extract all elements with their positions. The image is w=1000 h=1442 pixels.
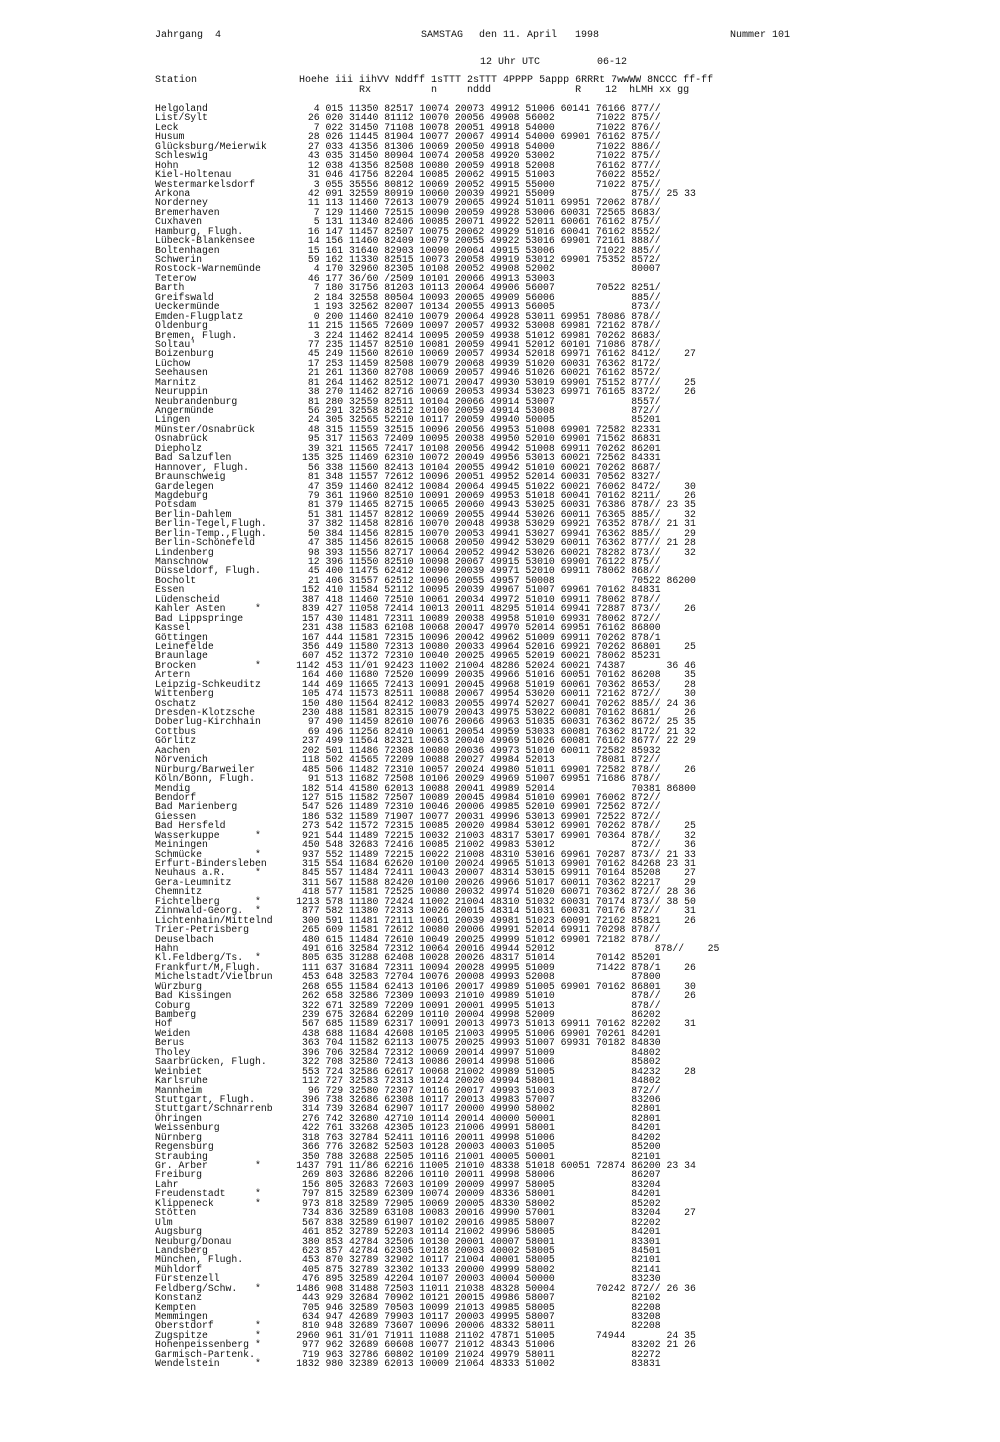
station-row: Fichtelberg * 1213 578 11180 72424 11002 21004 48310 51032 60031 70174 873// 38 50 — [155, 895, 696, 907]
station-row: Hof 567 685 11589 62317 10091 20013 49973 51013 69911 70162 82202 31 — [155, 1018, 696, 1030]
station-row: Ulm 567 838 32589 61907 10102 20016 49985 58007 82202 — [155, 1216, 661, 1228]
station-row: Hahn 491 616 32584 72312 10064 20016 49944 52012 878// 25 — [155, 942, 720, 954]
station-row: Brocken * 1142 453 11/01 92423 11002 21004 48286 52024 60021 74387 36 46 — [155, 659, 696, 671]
station-row: Bremerhaven 7 129 11460 72515 10090 20059 49928 53006 60031 72565 8683/ — [155, 206, 661, 218]
header-year: 1998 — [575, 30, 600, 41]
column-header — [155, 76, 713, 96]
station-row: Zugspitze * 2960 961 31/01 71911 11088 21102 47871 51005 74944 24 35 — [155, 1329, 696, 1341]
station-row: Schwerin 59 162 11330 82515 10073 20058 49919 53012 69901 75352 8572/ — [155, 254, 661, 265]
station-row: Münster/Osnabrück 48 315 11559 32515 10096 20056 49953 51008 69901 72582 82331 — [155, 423, 661, 435]
station-row: Soltau' 77 235 11457 82510 10081 20059 49941 52012 60101 71086 878// — [155, 338, 661, 350]
station-row: Oberstdorf * 810 948 32689 73607 10096 20006 48332 58011 82208 — [155, 1320, 661, 1332]
station-row: Gr. Arber * 1437 791 11/86 62216 11005 21010 48338 51018 60051 72874 86200 23 34 — [155, 1160, 696, 1171]
station-row: Freiburg 269 803 32686 82206 10110 20011 49998 58006 86207 — [155, 1169, 661, 1181]
station-row: Oschatz 150 480 11564 82412 10083 20055 49974 52027 60041 70262 885// 24 36 — [155, 697, 696, 709]
station-row: Berus 363 704 11582 62113 10075 20025 49993 51007 69931 70182 84830 — [155, 1037, 661, 1049]
station-row: Neubrandenburg 81 280 32559 82511 10104 20066 49914 53007 8557/ — [155, 395, 661, 407]
station-row: Fürstenzell 476 895 32589 42204 10107 20003 40004 50000 83230 — [155, 1273, 661, 1285]
station-row: Artern 164 460 11680 72520 10099 20035 49966 51016 60051 70162 86208 35 — [155, 669, 696, 681]
station-row: Karlsruhe 112 727 32583 72313 10124 20020 49994 58001 84802 — [155, 1075, 661, 1087]
station-row: Mendig 182 514 41580 62013 10088 20041 49989 52014 70381 86800 — [155, 782, 696, 794]
station-row: Coburg 322 671 32589 72209 10091 20001 49995 51013 878// — [155, 999, 661, 1011]
station-row: Norderney 11 113 11460 72613 10079 20065 49924 51011 69951 72062 878// — [155, 197, 661, 209]
station-row: Manschnow 12 396 11550 82510 10098 20067 49915 53010 69901 76122 875// — [155, 556, 661, 567]
station-row: Bad Hersfeld 273 542 11572 72315 10085 20020 49984 53012 69901 70262 878// 25 — [155, 820, 696, 832]
station-row: Arkona 42 091 32559 80919 10060 20039 49921 55009 875// 25 33 — [155, 187, 696, 199]
period-label: 06-12 — [597, 57, 628, 68]
station-row: Braunschweig 81 348 11557 72612 10096 20051 49952 52014 60031 70562 8327/ — [155, 471, 661, 483]
station-row: Marnitz 81 264 11462 82512 10071 20047 49930 53019 69901 75152 877// 25 — [155, 376, 696, 388]
station-row: List/Sylt 26 020 31440 81112 10070 20056 49908 56002 71022 875// — [155, 112, 661, 124]
station-row: Mannheim 96 729 32580 72307 10116 20017 49993 51003 872// — [155, 1084, 661, 1096]
header-date: den 11. April — [479, 30, 558, 41]
station-row: Boltenhagen 15 161 31640 82903 10090 20064 49915 53006 71022 885// — [155, 244, 661, 256]
station-row: Teterow 46 177 36/60 /2509 10101 20066 49913 53003 — [155, 272, 555, 284]
station-row: Mühldorf 405 875 32789 32302 10133 20000 49999 58002 82141 — [155, 1263, 661, 1275]
header-day: SAMSTAG — [421, 30, 464, 41]
station-row: Würzburg 268 655 11584 62413 10106 20017 49989 51005 69901 70162 86801 30 — [155, 980, 696, 992]
station-row: Hohn 12 038 41356 82508 10080 20059 49918 52008 76162 877// — [155, 159, 661, 171]
station-row: Weiden 438 688 11684 42608 10105 21003 49995 51006 69901 70261 84201 — [155, 1027, 661, 1039]
station-row: Bad Marienberg 547 526 11489 72310 10046 20006 49985 52010 69901 72562 872// — [155, 801, 661, 813]
station-row: Bendorf 127 515 11582 72507 10089 20045 49984 51010 69901 76062 872// — [155, 791, 661, 803]
station-row: Nürburg/Barweiler 485 506 11482 72310 10057 20024 49980 51011 69901 72582 878// 26 — [155, 763, 696, 775]
station-row: Oldenburg 11 215 11565 72609 10097 20057 49932 53008 69981 72162 878// — [155, 320, 661, 332]
station-row: Konstanz 443 929 32684 70902 10121 20015 49986 58007 82102 — [155, 1292, 661, 1304]
station-row: Memmingen 634 947 42689 79903 10117 20003 49995 58007 83208 — [155, 1311, 661, 1322]
station-row: Boizenburg 45 249 11560 82610 10069 20057 49934 52018 69971 76162 8412/ 27 — [155, 348, 696, 360]
station-row: Emden-Flugplatz 0 200 11460 82410 10079 20064 49928 53011 69951 78086 878// — [155, 310, 661, 322]
station-row: Westermarkelsdorf 3 055 35556 80812 10069 20052 49915 55000 71022 875// — [155, 178, 661, 190]
station-row: Zinnwald-Georg. * 877 582 11380 72313 10026 20015 48314 51031 60031 70176 872// 31 — [155, 905, 696, 917]
column-header-line: Station Hoehe iii iihVV Nddff 1sTTT 2sTTT 4PPPP 5appp 6RRRt 7wwWW 8NCCC ff-ff — [155, 75, 714, 86]
station-row: Kl.Feldberg/Ts. * 805 635 31288 62408 10028 20026 48317 51014 70142 85201 — [155, 952, 661, 964]
station-row: Berlin-Temp.,Flugh. 50 384 11456 82815 10070 20053 49941 53027 69941 76362 885// 29 — [155, 527, 696, 539]
station-row: Lingen 24 305 32565 52210 10117 20059 49940 50005 85201 — [155, 414, 661, 426]
station-row: Stuttgart/Schnarrenb 314 739 32684 62907 10117 20000 49990 58002 82801 — [155, 1103, 661, 1115]
station-row: Bocholt 21 406 31557 62512 10096 20055 49957 50008 70522 86200 — [155, 574, 696, 586]
station-row: Neuburg/Donau 380 853 42784 32506 10130 20001 40007 58001 83301 — [155, 1235, 661, 1247]
station-row: Schleswig 43 035 31450 80904 10074 20058 49920 53002 71022 875// — [155, 150, 661, 162]
station-table — [155, 104, 719, 1369]
station-row: Glücksburg/Meierwik 27 033 41356 81306 10069 20050 49918 54000 71022 886// — [155, 140, 661, 152]
station-row: Köln/Bonn, Flugh. 91 513 11682 72508 10106 20029 49969 51007 69951 71686 878// — [155, 773, 661, 785]
station-row: Braunlage 607 452 11372 72310 10040 20025 49965 52019 60021 78062 85231 — [155, 650, 661, 662]
station-row: Kempten 705 946 32589 70503 10099 21013 49985 58005 82208 — [155, 1301, 661, 1313]
station-row: Lüchow 17 253 11459 82508 10079 20068 49939 51020 60031 76362 8172/ — [155, 357, 661, 369]
station-row: Nürnberg 318 763 32784 52411 10116 20011 49998 51006 84202 — [155, 1131, 661, 1143]
column-header-line: Rx n nddd R 12 hLMH xx gg — [155, 85, 690, 96]
station-row: Meiningen 450 548 32683 72416 10085 21002 49983 53012 872// 36 — [155, 839, 696, 851]
station-row: Göttingen 167 444 11581 72315 10096 20042 49962 51009 69911 70262 878/1 — [155, 631, 661, 643]
station-row: Dresden-Klotzsche 230 488 11581 82315 10079 20043 49975 53022 60081 70162 8681/ 26 — [155, 707, 696, 718]
station-row: Trier-Petrisberg 265 609 11581 72612 10080 20006 49991 52014 69911 70298 878// — [155, 924, 661, 936]
station-row: Erfurt-Bindersleben 315 554 11684 62620 10100 20024 49965 51013 69901 70162 84268 23 31 — [155, 858, 696, 869]
station-row: Feldberg/Schw. * 1486 908 31488 72503 11011 21038 48328 50004 70242 872// 26 36 — [155, 1282, 696, 1294]
station-row: Bad Salzuflen 135 325 11469 62310 10072 20049 49956 53013 60021 72562 84331 — [155, 452, 661, 464]
station-row: Neuruppin 38 270 11462 82716 10069 20053 49934 53023 69971 76165 8372/ 26 — [155, 386, 696, 398]
station-row: Essen 152 410 11584 52112 10095 20039 49967 51007 69961 70162 84831 — [155, 584, 661, 596]
station-row: Berlin-Schönefeld 47 385 11456 82615 10068 20050 49942 53029 60011 76362 877// 21 28 — [155, 537, 696, 549]
station-row: Michelstadt/Vielbrun 453 648 32583 72704 10076 20008 49993 52008 87800 — [155, 971, 661, 983]
station-row: Stötten 734 836 32589 63108 10083 20016 49990 57001 83204 27 — [155, 1207, 696, 1219]
station-row: Kassel 231 438 11583 62108 10068 20047 49970 52014 69951 76162 86800 — [155, 622, 661, 634]
station-row: Schmücke * 937 552 11489 72215 10022 21008 48310 53016 69961 70287 873// 21 33 — [155, 848, 696, 860]
station-row: Deuselbach 480 615 11484 72610 10049 20025 49999 51012 69901 72182 878// — [155, 933, 661, 945]
station-row: Neuhaus a.R. * 845 557 11484 72411 10043 20007 48314 53015 69911 70164 85208 27 — [155, 867, 696, 879]
station-row: Gera-Leumnitz 311 567 11588 82420 10100 20026 49966 51017 60011 70362 82217 29 — [155, 876, 696, 888]
station-row: Kiel-Holtenau 31 046 41756 82204 10085 20062 49915 51003 76022 8552/ — [155, 169, 661, 181]
station-row: Chemnitz 418 577 11581 72525 10080 20032 49974 51020 60071 70362 872// 28 36 — [155, 886, 696, 898]
station-row: Saarbrücken, Flugh. 322 708 32580 72413 10086 20014 49998 51006 85802 — [155, 1056, 661, 1068]
station-row: Hohenpeissenberg * 977 962 32689 60608 10077 21012 48343 51006 83202 21 26 — [155, 1339, 696, 1351]
station-row: Diepholz 39 321 11565 72417 10108 20056 49942 51008 69911 70262 86201 — [155, 442, 661, 454]
station-row: Klippeneck * 973 818 32589 72905 10069 20005 48330 58002 85202 — [155, 1197, 661, 1209]
station-row: Tholey 396 706 32584 72312 10069 20014 49997 51009 84802 — [155, 1046, 661, 1058]
station-row: Lahr 156 805 32683 72603 10109 20009 49997 58005 83204 — [155, 1178, 661, 1190]
station-row: Doberlug-Kirchhain 97 490 11459 82610 10076 20066 49963 51035 60031 76362 8672/ 25 35 — [155, 716, 696, 728]
header-issue: Nummer 101 — [730, 30, 791, 41]
station-row: Berlin-Dahlem 51 381 11457 82812 10069 20055 49944 53026 60011 76365 885// 32 — [155, 508, 696, 520]
station-row: Husum 28 026 11445 81904 10077 20067 49914 54000 69901 76162 875// — [155, 131, 661, 143]
station-row: Nörvenich 118 502 41565 72209 10088 20027 49984 52013 78081 872// — [155, 754, 661, 766]
station-row: Bad Kissingen 262 658 32586 72309 10093 21010 49989 51010 878// 26 — [155, 990, 696, 1002]
station-row: Berlin-Tegel,Flugh. 37 382 11458 82816 10070 20048 49938 53029 69921 76352 878// 21 31 — [155, 518, 696, 530]
station-row: Bad Lippspringe 157 430 11481 72311 10089 20038 49958 51010 69931 78062 872// — [155, 612, 661, 624]
station-row: Cottbus 69 496 11256 82410 10061 20054 49959 53033 60081 76362 8172/ 21 32 — [155, 725, 696, 737]
station-row: Leck 7 022 31450 71108 10078 20051 49918 54000 71022 876// — [155, 121, 661, 133]
station-row: Landsberg 623 857 42784 62305 10128 20003 40002 58005 84501 — [155, 1244, 661, 1256]
station-row: Giessen 186 532 11589 71907 10077 20031 49996 53013 69901 72522 872// — [155, 810, 661, 822]
station-row: Angermünde 56 291 32558 82512 10100 20059 49914 53008 872// — [155, 405, 661, 416]
station-row: Rostock-Warnemünde 4 170 32960 82305 10108 20052 49908 52002 80007 — [155, 263, 661, 275]
station-row: Weinbiet 553 724 32586 62617 10068 21002 49989 51005 84232 28 — [155, 1065, 696, 1077]
station-row: Öhringen 276 742 32680 42710 10114 20014 40000 50001 82801 — [155, 1112, 661, 1124]
station-row: Kahler Asten * 839 427 11058 72414 10013 20011 48295 51014 69941 72887 873// 26 — [155, 603, 696, 615]
station-row: Görlitz 237 499 11564 82321 10063 20040 49969 51026 60081 76162 8677/ 22 29 — [155, 735, 696, 747]
station-row: Wasserkuppe * 921 544 11489 72215 10032 21003 48317 53017 69901 70364 878// 32 — [155, 829, 696, 841]
station-row: Straubing 350 788 32688 22505 10116 21001 40005 50001 82101 — [155, 1150, 661, 1162]
station-row: Wendelstein * 1832 980 32389 62013 10009 21064 48333 51002 83831 — [155, 1358, 661, 1370]
station-row: Weissenburg 422 761 33268 42305 10123 21006 49991 58001 84201 — [155, 1122, 661, 1134]
station-row: Gardelegen 47 359 11460 82412 10084 20064 49945 51022 60021 76062 8472/ 30 — [155, 480, 696, 492]
station-row: Leipzig-Schkeuditz 144 469 11665 72413 10091 20045 49968 51019 60061 70362 8653/ 28 — [155, 678, 696, 690]
station-row: Lindenberg 98 393 11556 82717 10064 20052 49942 53026 60021 78282 873// 32 — [155, 546, 696, 558]
station-row: Freudenstadt * 797 815 32589 62309 10074 20009 48336 58001 84201 — [155, 1188, 661, 1200]
station-row: Leinefelde 356 449 11580 72313 10080 20033 49964 52016 69921 70262 86801 25 — [155, 640, 696, 652]
station-row: Frankfurt/M,Flugh. 111 637 31684 72311 10094 20028 49995 51009 71422 878/1 26 — [155, 961, 696, 973]
station-row: Greifswald 2 184 32558 80504 10093 20065 49909 56006 885// — [155, 291, 661, 303]
station-row: Lichtenhain/Mittelnd 300 591 11481 72111 10061 20039 49981 51023 60091 72162 85821 26 — [155, 914, 696, 926]
station-row: Stuttgart, Flugh. 396 738 32686 62308 10117 20013 49983 57007 83206 — [155, 1093, 661, 1105]
station-row: München, Flugh. 453 870 32789 32902 10117 21004 40001 58005 82101 — [155, 1254, 661, 1266]
station-row: Wittenberg 105 474 11573 82511 10088 20067 49954 53020 60011 72162 872// 30 — [155, 688, 696, 700]
station-row: Aachen 202 501 11486 72308 10080 20036 49973 51010 60011 72582 85932 — [155, 744, 661, 756]
station-row: Lübeck-Blankensee 14 156 11460 82409 10079 20055 49922 53016 69901 72161 888// — [155, 235, 661, 247]
station-row: Düsseldorf, Flugh. 45 400 11475 62412 10090 20039 49971 52010 69911 78062 868// — [155, 565, 661, 577]
station-row: Cuxhaven 5 131 11340 82406 10085 20071 49922 52011 60061 76162 875// — [155, 216, 661, 228]
station-row: Magdeburg 79 361 11960 82510 10091 20069 49953 51018 60041 70162 8211/ 26 — [155, 489, 696, 501]
station-row: Bamberg 239 675 32684 62209 10110 20004 49998 52009 86202 — [155, 1009, 661, 1020]
station-row: Regensburg 366 776 32682 52503 10128 20003 40003 51005 85200 — [155, 1141, 661, 1153]
station-row: Bremen, Flugh. 3 224 11462 82414 10095 20059 49938 51012 69981 70262 8683/ — [155, 329, 661, 341]
station-row: Ueckermünde 1 193 32562 82007 10134 20055 49913 56005 873// — [155, 301, 661, 313]
station-row: Augsburg 461 852 32789 52203 10114 21002 49996 58005 84201 — [155, 1226, 661, 1238]
time-line: 12 Uhr UTC — [480, 57, 541, 68]
station-row: Hannover, Flugh. 56 338 11560 82413 10104 20055 49942 51010 60021 70262 8687/ — [155, 461, 661, 473]
station-row: Garmisch-Partenk. 719 963 32786 60802 10109 21024 49979 58011 82272 — [155, 1348, 661, 1360]
station-row: Lüdenscheid 387 418 11460 72510 10061 20034 49972 51010 69911 78062 878// — [155, 593, 661, 605]
station-row: Osnabrück 95 317 11563 72409 10095 20038 49950 52010 69901 71562 86831 — [155, 433, 661, 445]
station-row: Hamburg, Flugh. 16 147 11457 82507 10075 20062 49929 51016 60041 76162 8552/ — [155, 225, 661, 237]
station-row: Potsdam 81 379 11465 82715 10065 20060 49943 53025 60031 76386 878// 23 35 — [155, 499, 696, 511]
station-row: Helgoland 4 015 11350 82517 10074 20073 49912 51006 60141 76166 877// — [155, 103, 661, 114]
header-volume: Jahrgang 4 — [155, 30, 222, 41]
station-row: Barth 7 180 31756 81203 10113 20064 49906 56007 70522 8251/ — [155, 282, 661, 294]
station-row: Seehausen 21 261 11360 82708 10069 20057 49946 51026 60021 76162 8572/ — [155, 367, 661, 379]
